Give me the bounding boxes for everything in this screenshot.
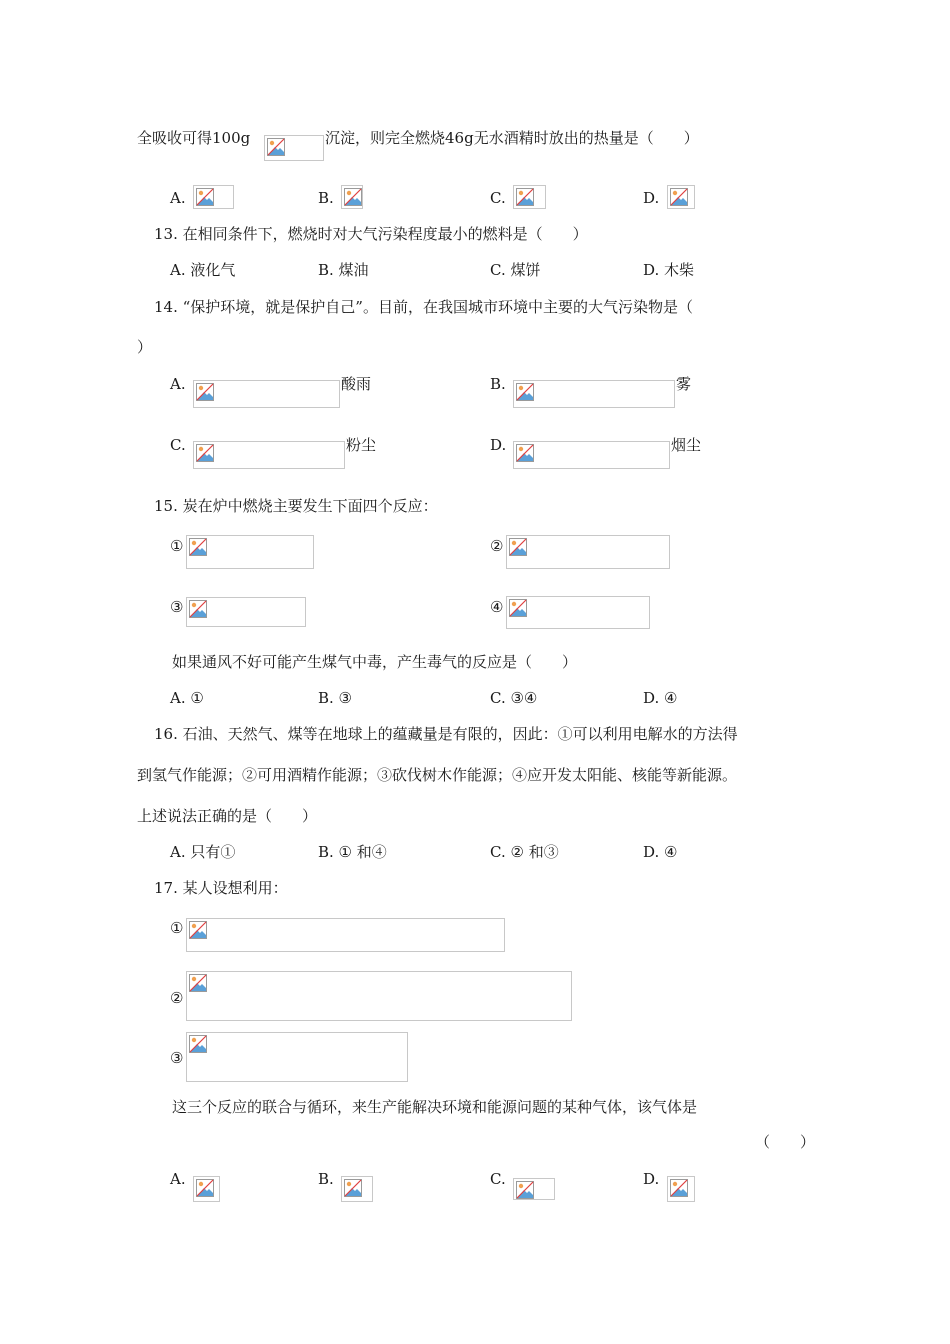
q15-marker-2: ② <box>490 537 504 555</box>
q15-option-a: A. ① <box>170 689 204 707</box>
q15-option-b: B. ③ <box>318 689 353 707</box>
q16-option-a: A. 只有① <box>170 843 236 861</box>
q14-stem: 14. “保护环境，就是保护自己”。目前，在我国城市环境中主要的大气污染物是（ <box>154 298 693 316</box>
q14-option-a-text: 酸雨 <box>341 375 372 393</box>
broken-image-icon <box>267 138 285 156</box>
q12-option-d-label: D. <box>643 189 660 207</box>
q12-option-a-image <box>193 185 234 209</box>
q13-stem: 13. 在相同条件下，燃烧时对大气污染程度最小的燃料是（ ） <box>154 225 588 243</box>
q12-line1-post: 沉淀，则完全燃烧46g无水酒精时放出的热量是（ ） <box>325 129 699 147</box>
q15-option-d: D. ④ <box>643 689 678 707</box>
q15-reaction-1-image <box>186 535 314 569</box>
broken-image-icon <box>196 188 214 206</box>
q12-option-c-label: C. <box>490 189 506 207</box>
broken-image-icon <box>670 188 688 206</box>
q16-option-b: B. ① 和④ <box>318 843 387 861</box>
q15-stem: 15. 炭在炉中燃烧主要发生下面四个反应： <box>154 497 438 515</box>
q14-option-b-label: B. <box>490 375 506 393</box>
broken-image-icon <box>516 383 534 401</box>
q16-option-c: C. ② 和③ <box>490 843 559 861</box>
q17-marker-3: ③ <box>170 1049 184 1067</box>
q14-option-c-image <box>193 441 345 469</box>
broken-image-icon <box>516 188 534 206</box>
q17-marker-1: ① <box>170 919 184 937</box>
q15-reaction-4-image <box>506 596 650 629</box>
q12-line1-pre: 全吸收可得100g <box>137 129 251 147</box>
q16-line1: 16. 石油、天然气、煤等在地球上的蕴藏量是有限的，因此：①可以利用电解水的方法得 <box>154 725 738 743</box>
broken-image-icon <box>189 974 207 992</box>
q17-marker-2: ② <box>170 989 184 1007</box>
q16-line3: 上述说法正确的是（ ） <box>137 807 318 825</box>
q12-option-c-image <box>513 185 546 209</box>
q15-marker-1: ① <box>170 537 184 555</box>
broken-image-icon <box>509 538 527 556</box>
formula-image <box>264 135 324 161</box>
broken-image-icon <box>196 444 214 462</box>
q13-option-a: A. 液化气 <box>170 261 236 279</box>
q17-option-d-label: D. <box>643 1170 660 1188</box>
q14-option-b-text: 雾 <box>676 375 692 393</box>
broken-image-icon <box>189 921 207 939</box>
q17-option-c-image <box>513 1178 555 1200</box>
q16-line2: 到氢气作能源；②可用酒精作能源；③砍伐树木作能源；④应开发太阳能、核能等新能源。 <box>137 766 738 784</box>
q16-option-d: D. ④ <box>643 843 678 861</box>
broken-image-icon <box>509 599 527 617</box>
q12-option-a-label: A. <box>170 189 186 207</box>
q14-option-c-text: 粉尘 <box>346 436 377 454</box>
q12-option-b-image <box>341 185 363 209</box>
q15-reaction-3-image <box>186 597 306 627</box>
q17-question: 这三个反应的联合与循环，来生产能解决环境和能源问题的某种气体，该气体是 <box>172 1098 698 1116</box>
broken-image-icon <box>344 1179 362 1197</box>
q14-option-c-label: C. <box>170 436 186 454</box>
q17-reaction-2-image <box>186 971 572 1021</box>
q14-option-a-label: A. <box>170 375 186 393</box>
q15-marker-4: ④ <box>490 598 504 616</box>
broken-image-icon <box>189 1035 207 1053</box>
q13-option-d: D. 木柴 <box>643 261 695 279</box>
q13-option-c: C. 煤饼 <box>490 261 541 279</box>
q14-option-a-image <box>193 380 340 408</box>
q14-option-d-text: 烟尘 <box>671 436 702 454</box>
q17-option-a-image <box>193 1176 220 1202</box>
q17-reaction-3-image <box>186 1032 408 1082</box>
q15-reaction-2-image <box>506 535 670 569</box>
q15-option-c: C. ③④ <box>490 689 538 707</box>
q12-option-d-image <box>667 185 695 209</box>
broken-image-icon <box>189 538 207 556</box>
broken-image-icon <box>516 444 534 462</box>
q14-option-d-label: D. <box>490 436 507 454</box>
q17-stem: 17. 某人设想利用： <box>154 879 288 897</box>
q17-reaction-1-image <box>186 918 505 952</box>
q13-option-b: B. 煤油 <box>318 261 369 279</box>
q14-option-b-image <box>513 380 675 408</box>
q17-option-b-label: B. <box>318 1170 334 1188</box>
q17-option-c-label: C. <box>490 1170 506 1188</box>
broken-image-icon <box>189 600 207 618</box>
q17-answer-bracket: （ ） <box>755 1133 816 1151</box>
broken-image-icon <box>670 1179 688 1197</box>
q15-question: 如果通风不好可能产生煤气中毒，产生毒气的反应是（ ） <box>172 653 578 671</box>
q17-option-a-label: A. <box>170 1170 186 1188</box>
broken-image-icon <box>516 1181 534 1199</box>
broken-image-icon <box>196 1179 214 1197</box>
q17-option-b-image <box>341 1176 373 1202</box>
broken-image-icon <box>196 383 214 401</box>
broken-image-icon <box>344 188 362 206</box>
q17-option-d-image <box>667 1176 695 1202</box>
q12-option-b-label: B. <box>318 189 334 207</box>
q15-marker-3: ③ <box>170 598 184 616</box>
q14-option-d-image <box>513 441 670 469</box>
q14-stem-cont: ） <box>137 338 153 356</box>
